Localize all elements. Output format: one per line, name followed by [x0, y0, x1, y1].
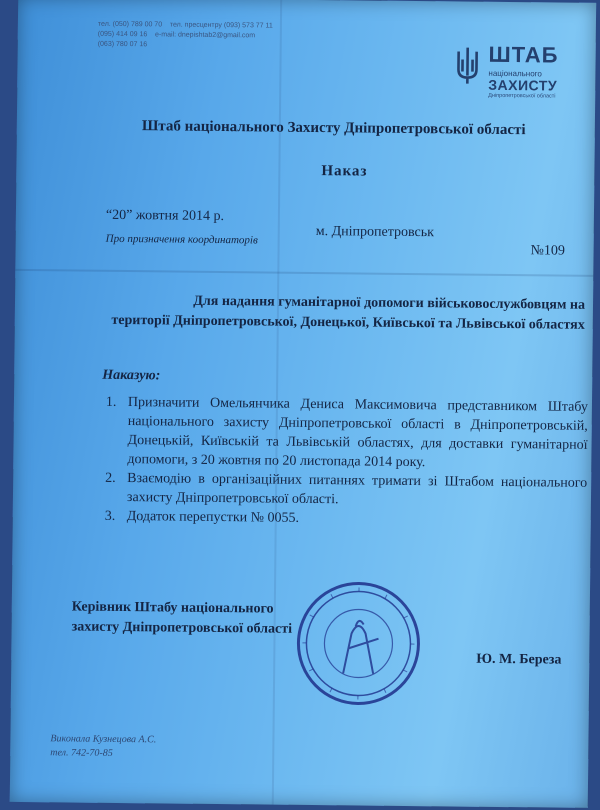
executor-name: Виконала Кузнецова А.С.: [50, 733, 157, 746]
order-items: [105, 393, 588, 531]
document-city: м. Дніпропетровськ: [315, 224, 435, 241]
document-title: Штаб національного Захисту Дніпропетровської області: [141, 118, 526, 139]
logo-line-3: ЗАХИСТУ: [488, 76, 558, 94]
phone-3: (063) 780 07 16: [97, 40, 148, 49]
head-title-line-2: захисту Дніпропетровської області: [71, 619, 293, 637]
paper-fold-horizontal: [15, 269, 593, 277]
head-title: [71, 597, 321, 640]
executor-phone: тел. 742-70-85: [50, 747, 113, 759]
phone-1: тел. (050) 789 00 70: [97, 20, 163, 29]
press-phone: тел. пресцентру (093) 573 77 11: [169, 21, 273, 30]
order-item-number: 3.: [104, 508, 116, 524]
order-item: [105, 393, 588, 474]
document-page: [10, 0, 596, 808]
purpose-line-1: Для надання гуманітарної допомоги військовослужбовцям на: [193, 293, 586, 313]
document-about: Про призначення координаторів: [105, 232, 258, 247]
document-date: “20” жовтня 2014 р.: [105, 207, 225, 225]
order-item-text: Додаток перепустки № 0055.: [126, 509, 300, 526]
phone-2: (095) 414 09 16: [97, 30, 148, 39]
orders-heading: Наказую:: [102, 367, 161, 384]
order-item-number: 1.: [105, 394, 117, 410]
trident-icon: [452, 45, 482, 85]
head-title-line-1: Керівник Штабу національного: [71, 599, 274, 617]
order-item-text: Взаємодію в організаційних питаннях тримати зі Штабом національного захисту Дніпропетровської області.: [126, 471, 588, 508]
purpose-line-2: території Дніпропетровської, Донецької, Київської та Львівської областях: [111, 312, 585, 333]
document-purpose: [105, 291, 585, 336]
order-item: [105, 469, 587, 512]
order-item: [105, 507, 587, 531]
contact-block: [98, 20, 328, 52]
signer-name: Ю. М. Береза: [476, 651, 562, 668]
order-item-number: 2.: [105, 470, 116, 486]
shtab-logo: [452, 41, 593, 102]
logo-line-1: ШТАБ: [488, 41, 559, 68]
executor-block: [50, 732, 156, 761]
logo-line-2: національного: [488, 68, 542, 79]
document-type: Наказ: [321, 163, 368, 180]
order-item-text: Призначити Омельянчика Дениса Максимовича представником Штабу національного захисту Дніпропетровської області в Дніпропетровській, Донецькій, Київській та Львівській областях, для доставки гуманітарної допомоги, з 20 жовтня по 20 листопада 2014 року.: [127, 395, 589, 471]
document-number: №109: [530, 243, 566, 259]
official-stamp-icon: [293, 578, 424, 709]
logo-line-4: Дніпропетровської області: [488, 92, 556, 100]
email: e-mail: dnepishtab2@gmail.com: [154, 31, 256, 40]
